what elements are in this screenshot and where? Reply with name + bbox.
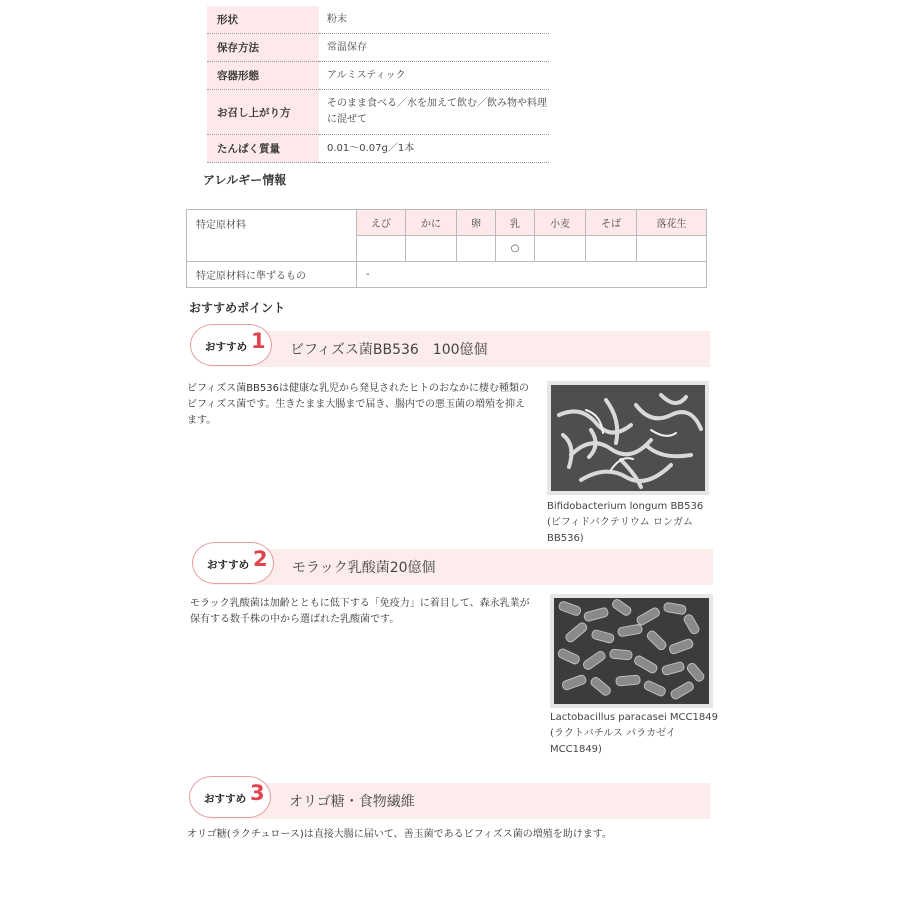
bifidobacterium-photo bbox=[547, 381, 709, 495]
allergy-mark bbox=[457, 236, 496, 262]
caption-line: MCC1849) bbox=[550, 744, 602, 755]
recommend-title: オリゴ糖・食物繊維 bbox=[289, 794, 415, 810]
allergy-mark: ○ bbox=[496, 236, 535, 262]
recommend-bar bbox=[210, 549, 713, 585]
spec-value: 粉末 bbox=[319, 6, 549, 34]
spec-row bbox=[207, 34, 549, 62]
allergy-table bbox=[186, 209, 707, 288]
spec-label: 容器形態 bbox=[207, 62, 319, 90]
allergen-wheat: 小麦 bbox=[535, 210, 586, 236]
spec-row bbox=[207, 62, 549, 90]
spec-label: たんぱく質量 bbox=[207, 135, 319, 163]
photo-2-caption bbox=[550, 710, 725, 758]
allergy-row1-label: 特定原材料 bbox=[187, 210, 357, 262]
spec-value: 0.01～0.07g／1本 bbox=[319, 135, 549, 163]
allergy-mark bbox=[357, 236, 406, 262]
allergy-row2-label: 特定原材料に準ずるもの bbox=[187, 262, 357, 288]
allergy-mark bbox=[637, 236, 707, 262]
spec-label: 形状 bbox=[207, 6, 319, 34]
points-heading: おすすめポイント bbox=[189, 301, 286, 315]
bacteria-image bbox=[554, 598, 709, 704]
spec-table bbox=[207, 6, 549, 163]
recommend-badge bbox=[189, 776, 271, 818]
recommend-2-header bbox=[192, 542, 713, 578]
spec-row bbox=[207, 90, 549, 135]
recommend-badge bbox=[192, 542, 274, 584]
badge-label: おすすめ bbox=[204, 793, 247, 805]
badge-number: 2 bbox=[253, 547, 268, 571]
allergy-mark bbox=[586, 236, 637, 262]
spec-row bbox=[207, 135, 549, 163]
spec-value: 常温保存 bbox=[319, 34, 549, 62]
recommend-title: ビフィズス菌BB536 100億個 bbox=[290, 342, 488, 358]
caption-line: (ビフィドバクテリウム ロンガム bbox=[547, 517, 693, 528]
recommend-title: モラック乳酸菌20億個 bbox=[292, 560, 436, 576]
allergen-ebi: えび bbox=[357, 210, 406, 236]
caption-line: (ラクトバチルス パラカゼイ bbox=[550, 728, 676, 739]
bacteria-image bbox=[551, 385, 705, 491]
recommend-2-text: モラック乳酸菌は加齢とともに低下する「免疫力」に着目して、森永乳業が保有する数千株の中から選ばれた乳酸菌です。 bbox=[190, 598, 530, 625]
allergen-milk: 乳 bbox=[496, 210, 535, 236]
badge-label: おすすめ bbox=[205, 341, 248, 353]
recommend-3-header bbox=[189, 776, 710, 812]
allergy-mark bbox=[406, 236, 457, 262]
photo-1-caption bbox=[547, 499, 717, 547]
allergy-mark bbox=[535, 236, 586, 262]
allergy-row2 bbox=[187, 262, 707, 288]
caption-line: Lactobacillus paracasei MCC1849 bbox=[550, 712, 718, 723]
badge-number: 3 bbox=[250, 781, 265, 805]
spec-row bbox=[207, 6, 549, 34]
lactobacillus-photo bbox=[550, 594, 713, 708]
allergen-peanut: 落花生 bbox=[637, 210, 707, 236]
caption-line: Bifidobacterium longum BB536 bbox=[547, 501, 704, 512]
spec-value: そのまま食べる／水を加えて飲む／飲み物や料理に混ぜて bbox=[319, 90, 549, 135]
allergen-soba: そば bbox=[586, 210, 637, 236]
badge-label: おすすめ bbox=[207, 559, 250, 571]
recommend-badge bbox=[190, 324, 272, 366]
recommend-1-text: ビフィズス菌BB536は健康な乳児から発見されたヒトのおなかに棲む種類のビフィズス菌です。生きたまま大腸まで届き、腸内での悪玉菌の増殖を抑えます。 bbox=[187, 383, 530, 426]
allergen-kani: かに bbox=[406, 210, 457, 236]
allergy-row2-value: - bbox=[357, 262, 707, 288]
badge-number: 1 bbox=[251, 329, 266, 353]
spec-value: アルミスティック bbox=[319, 62, 549, 90]
allergy-heading: アレルギー情報 bbox=[203, 173, 287, 187]
caption-line: BB536) bbox=[547, 533, 584, 544]
recommend-1-header bbox=[190, 324, 710, 360]
spec-label: 保存方法 bbox=[207, 34, 319, 62]
recommend-bar bbox=[207, 783, 710, 819]
spec-label: お召し上がり方 bbox=[207, 90, 319, 135]
recommend-3-text: オリゴ糖(ラクチュロース)は直接大腸に届いて、善玉菌であるビフィズス菌の増殖を助けます。 bbox=[187, 829, 613, 840]
allergen-egg: 卵 bbox=[457, 210, 496, 236]
allergy-header-row bbox=[187, 210, 707, 236]
